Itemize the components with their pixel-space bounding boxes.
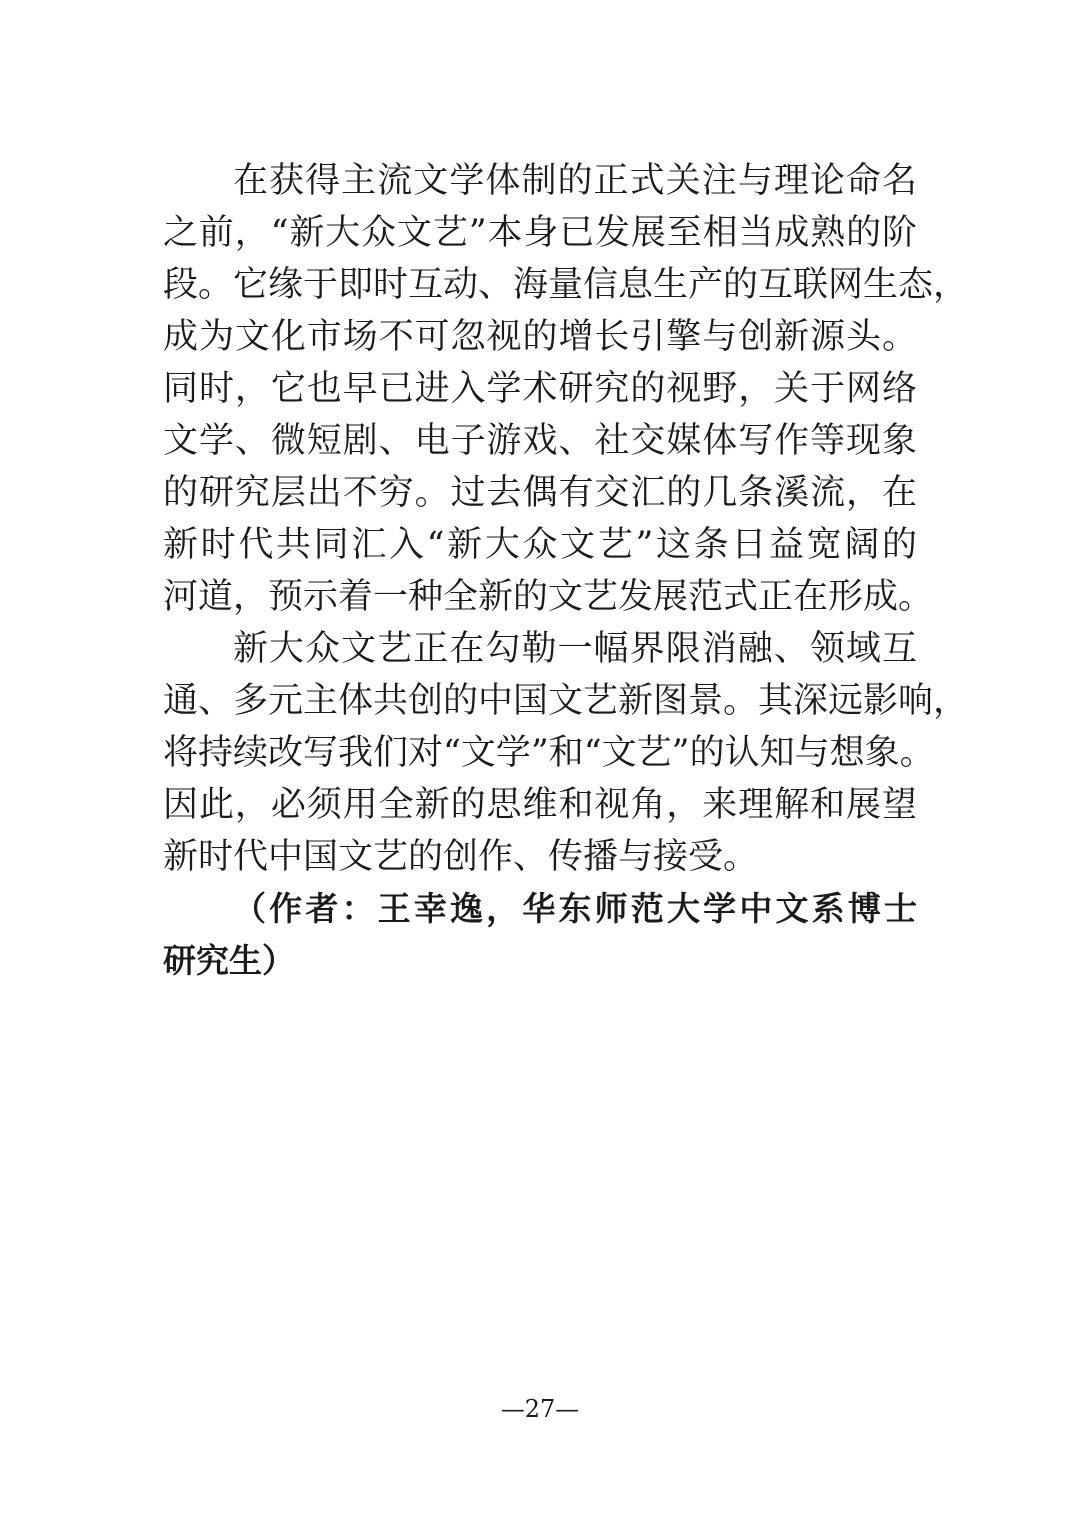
- paragraph-line: 段。它缘于即时互动、海量信息生产的互联网生态，: [163, 265, 969, 305]
- paragraph-line: 成为文化市场不可忽视的增长引擎与创新源头。: [163, 317, 917, 357]
- page-number: —27—: [500, 1395, 580, 1423]
- paragraph-line: 文学、微短剧、电子游戏、社交媒体写作等现象: [163, 421, 917, 461]
- paragraph-line: 新大众文艺正在勾勒一幅界限消融、领域互: [233, 629, 917, 669]
- paragraph-1: [163, 155, 969, 623]
- paragraph-line: 新时代共同汇入“新大众文艺”这条日益宽阔的: [163, 525, 917, 565]
- author-line: 研究生）: [163, 941, 295, 980]
- paragraph-line: 新时代中国文艺的创作、传播与接受。: [163, 837, 759, 877]
- author-note: [163, 883, 917, 987]
- paragraph-line: 之前，“新大众文艺”本身已发展至相当成熟的阶: [163, 213, 917, 253]
- paragraph-2: [163, 623, 969, 883]
- paragraph-line: 在获得主流文学体制的正式关注与理论命名: [233, 161, 917, 201]
- article-body: [163, 155, 969, 987]
- paragraph-line: 通、多元主体共创的中国文艺新图景。其深远影响，: [163, 681, 969, 721]
- paragraph-line: 将持续改写我们对“文学”和“文艺”的认知与想象。: [163, 733, 935, 773]
- paragraph-line: 同时，它也早已进入学术研究的视野，关于网络: [163, 369, 917, 409]
- paragraph-line: 因此，必须用全新的思维和视角，来理解和展望: [163, 785, 917, 825]
- paragraph-line: 的研究层出不穷。过去偶有交汇的几条溪流，在: [163, 473, 917, 513]
- author-line: （作者：王幸逸，华东师范大学中文系博士: [233, 889, 917, 928]
- paragraph-line: 河道，预示着一种全新的文艺发展范式正在形成。: [163, 577, 934, 617]
